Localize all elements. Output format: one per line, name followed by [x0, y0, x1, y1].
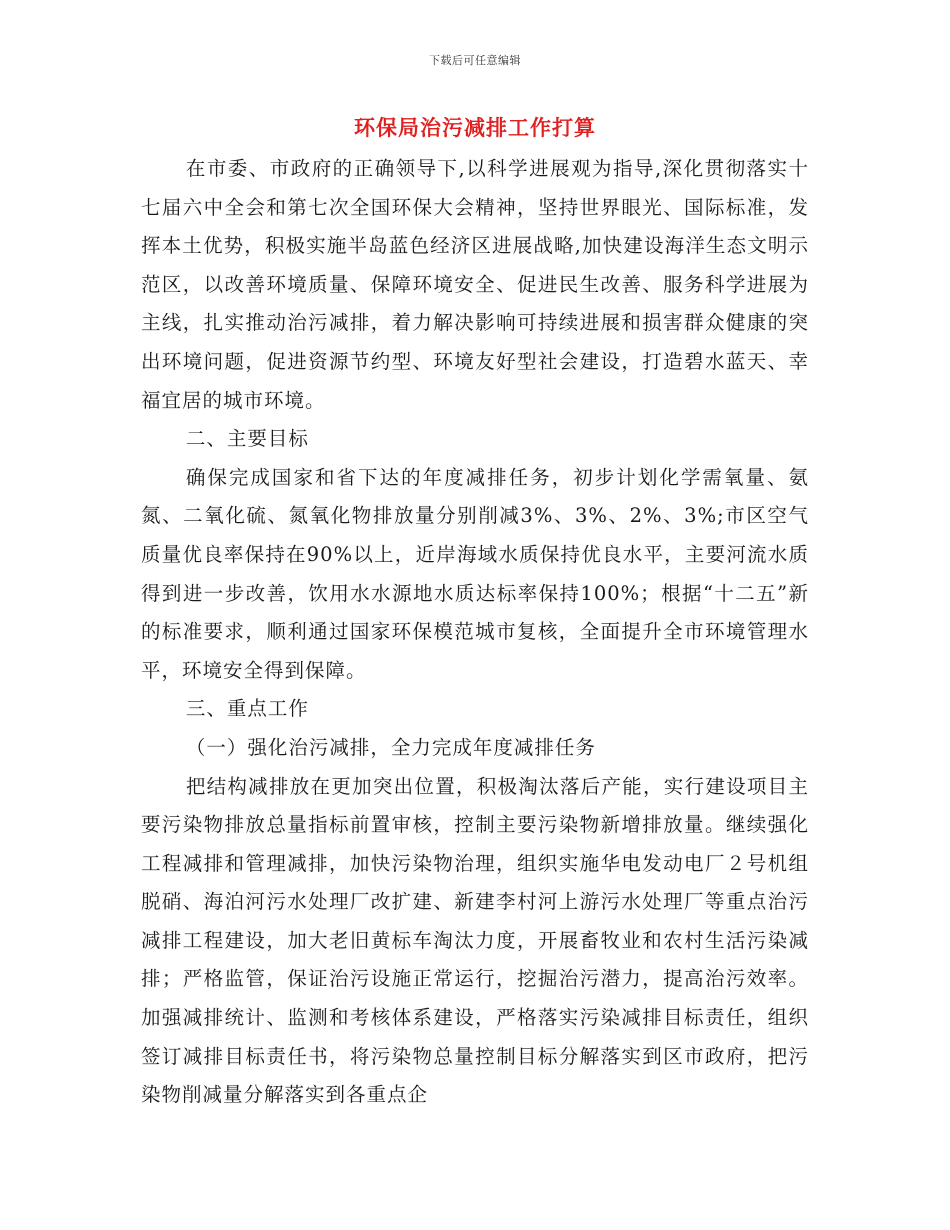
document-title: 环保局治污减排工作打算 — [354, 115, 596, 140]
section-heading-main-goals: 二、主要目标 — [185, 427, 309, 451]
paragraph-main-goals: 确保完成国家和省下达的年度减排任务，初步计划化学需氧量、氨氮、二氧化硫、氮氧化物排放量分别削减3%、3%、2%、3%;市区空气质量优良率保持在90%以上，近岸海域水质保持优良水平，主要河流水质得到进一步改善，饮用水水源地水质达标率保持100%；根据“十二五”新的标准要求，顺利通过国家环保模范城市复核，全面提升全市环境管理水平，环境安全得到保障。 — [141, 465, 809, 682]
document-body — [141, 150, 809, 1115]
header-note: 下载后可任意编辑 — [429, 54, 521, 67]
subsection-heading-emission-reduction: （一）强化治污减排，全力完成年度减排任务 — [185, 735, 596, 759]
section-heading-key-work: 三、重点工作 — [185, 697, 309, 721]
paragraph-intro: 在市委、市政府的正确领导下,以科学进展观为指导,深化贯彻落实十七届六中全会和第七次全国环保大会精神，坚持世界眼光、国际标准，发挥本土优势，积极实施半岛蓝色经济区进展战略,加快建设海洋生态文明示范区，以改善环境质量、保障环境安全、促进民生改善、服务科学进展为主线，扎实推动治污减排，着力解决影响可持续进展和损害群众健康的突出环境问题，促进资源节约型、环境友好型社会建设，打造碧水蓝天、幸福宜居的城市环境。 — [141, 157, 809, 412]
paragraph-emission-reduction: 把结构减排放在更加突出位置，积极淘汰落后产能，实行建设项目主要污染物排放总量指标前置审核，控制主要污染物新增排放量。继续强化工程减排和管理减排，加快污染物治理，组织实施华电发动电厂２号机组脱硝、海泊河污水处理厂改扩建、新建李村河上游污水处理厂等重点治污减排工程建设，加大老旧黄标车淘汰力度，开展畜牧业和农村生活污染减排；严格监管，保证治污设施正常运行，挖掘治污潜力，提高治污效率。加强减排统计、监测和考核体系建设，严格落实污染减排目标责任，组织签订减排目标责任书，将污染物总量控制目标分解落实到区市政府，把污染物削减量分解落实到各重点企 — [141, 774, 809, 1107]
